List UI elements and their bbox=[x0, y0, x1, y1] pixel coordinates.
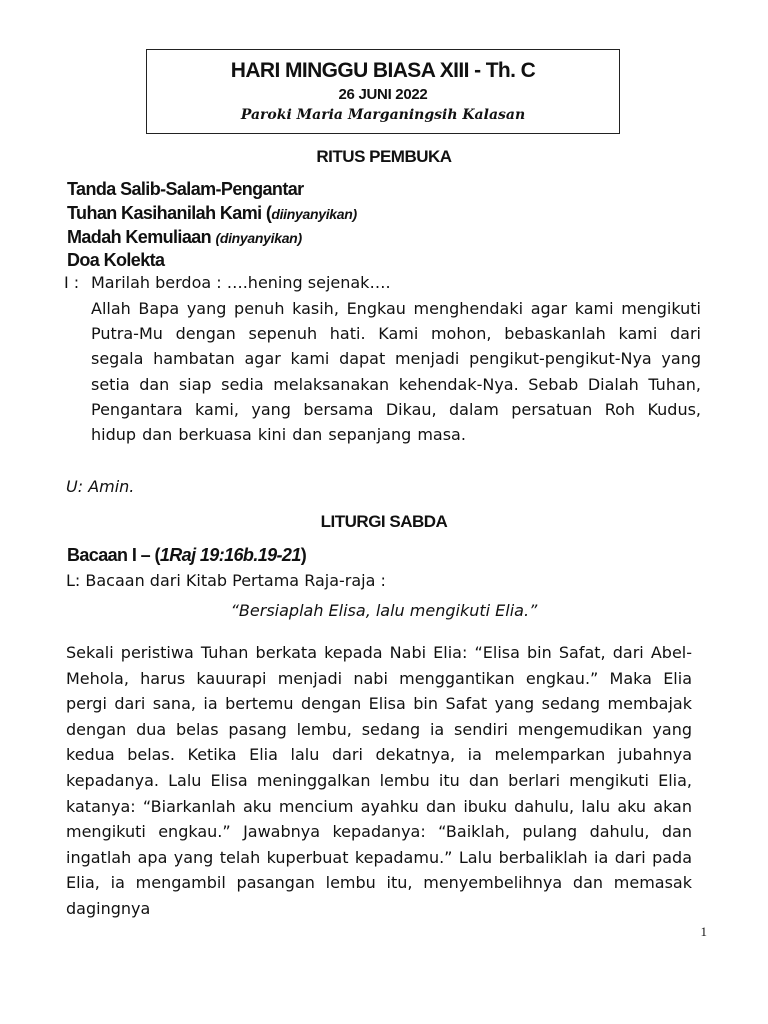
heading-gloria bbox=[67, 226, 302, 249]
heading-collect bbox=[67, 249, 164, 271]
reading-quote: “Bersiaplah Elisa, lalu mengikuti Elia.” bbox=[230, 601, 538, 620]
heading-close: ) bbox=[300, 545, 307, 565]
people-response: U: Amin. bbox=[66, 477, 135, 496]
heading-note-close: ) bbox=[297, 230, 302, 246]
section-title-opening-rites: RITUS PEMBUKA bbox=[316, 147, 452, 166]
heading-label: Tuhan Kasihanilah Kami ( bbox=[67, 203, 272, 223]
heading-note: diinyanyikan) bbox=[271, 206, 357, 222]
heading-note: dinyanyikan bbox=[219, 230, 298, 246]
heading-sign-of-cross bbox=[67, 178, 304, 200]
heading-first-reading bbox=[67, 544, 306, 566]
scripture-reference: 1Raj 19:16b.19-21 bbox=[159, 545, 301, 565]
section-title-liturgy-of-word: LITURGI SABDA bbox=[320, 512, 448, 531]
heading-kyrie bbox=[67, 202, 357, 225]
heading-note-open: ( bbox=[215, 230, 220, 246]
document-title: HARI MINGGU BIASA XIII - Th. C bbox=[230, 59, 536, 82]
first-reading-text: Sekali peristiwa Tuhan berkata kepada Nabi Elia: “Elisa bin Safat, dari Abel-Mehola, harus kauurapi menjadi nabi menggantikan engkau.” Maka Elia pergi dari sana, ia bertemu dengan Elisa bin Safat yang sedang membajak dengan dua belas pasang lembu, sedang ia sendiri mengemudikan yang kedua belas. Ketika Elia lalu dari dekatnya, ia melemparkan jubahnya kepadanya. Lalu Elisa meninggalkan lembu itu dan berlari mengikuti Elia, katanya: “Biarkanlah aku mencium ayahku dan ibuku dahulu, lalu aku akan mengikuti engkau.” Jawabnya kepadanya: “Baiklah, pulang dahulu, dan ingatlah apa yang telah kuperbuat kepadamu.” Lalu berbaliklah ia dari pada Elia, ia mengambil pasangan lembu itu, menyembelihnya dan memasak dagingnya bbox=[66, 643, 692, 918]
page-number: 1 bbox=[700, 924, 707, 939]
document-date: 26 JUNI 2022 bbox=[338, 86, 428, 103]
prayer-intro: Marilah berdoa : ….hening sejenak…. bbox=[91, 273, 391, 292]
parish-name: Paroki Maria Marganingsih Kalasan bbox=[240, 107, 526, 123]
heading-label: Bacaan I – ( bbox=[67, 545, 160, 565]
speaker-label: I : bbox=[64, 273, 80, 292]
collect-prayer-text: Allah Bapa yang penuh kasih, Engkau menghendaki agar kami mengikuti Putra-Mu dengan sepenuh hati. Kami mohon, bebaskanlah kami dari segala hambatan agar kami dapat menjadi pengikut-pengikut-Nya yang setia dan siap sedia melaksanakan kehendak-Nya. Sebab Dialah Tuhan, Pengantara kami, yang bersama Dikau, dalam persatuan Roh Kudus, hidup dan berkuasa kini dan sepanjang masa. bbox=[91, 299, 701, 445]
heading-label: Madah Kemuliaan bbox=[67, 227, 216, 247]
reader-intro: L: Bacaan dari Kitab Pertama Raja-raja : bbox=[66, 571, 386, 590]
header-box bbox=[146, 49, 620, 134]
heading-label: Doa Kolekta bbox=[67, 250, 165, 270]
heading-label: Tanda Salib-Salam-Pengantar bbox=[67, 179, 304, 199]
